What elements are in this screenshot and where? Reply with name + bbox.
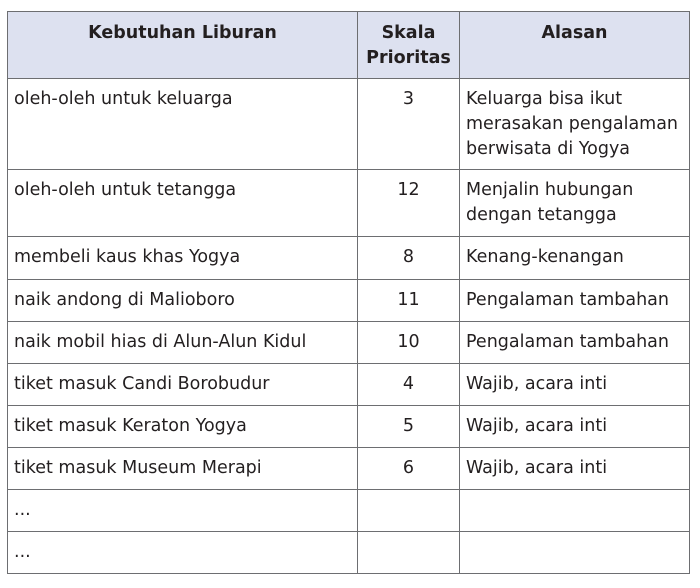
table-row [8, 170, 690, 237]
cell-need: oleh-oleh untuk keluarga [8, 79, 358, 170]
cell-reason: Pengalaman tambahan [460, 280, 690, 322]
cell-need: naik mobil hias di Alun-Alun Kidul [8, 322, 358, 364]
header-row [8, 12, 690, 79]
table-row [8, 280, 690, 322]
table-row [8, 237, 690, 280]
cell-reason: Keluarga bisa ikut merasakan pengalaman berwisata di Yogya [460, 79, 690, 170]
cell-need: naik andong di Malioboro [8, 280, 358, 322]
table-body [8, 79, 690, 574]
cell-priority: 10 [358, 322, 460, 364]
cell-need: membeli kaus khas Yogya [8, 237, 358, 280]
cell-need: ... [8, 490, 358, 532]
table-row [8, 322, 690, 364]
cell-priority: 12 [358, 170, 460, 237]
header-kebutuhan-liburan: Kebutuhan Liburan [8, 12, 358, 79]
cell-priority: 6 [358, 448, 460, 490]
header-skala-prioritas-text: Skala Prioritas [366, 23, 451, 68]
cell-reason: Wajib, acara inti [460, 364, 690, 406]
table-row [8, 490, 690, 532]
cell-reason: Wajib, acara inti [460, 406, 690, 448]
table-row [8, 532, 690, 574]
cell-priority [358, 532, 460, 574]
header-skala-prioritas [358, 12, 460, 79]
cell-need: tiket masuk Museum Merapi [8, 448, 358, 490]
cell-need: tiket masuk Keraton Yogya [8, 406, 358, 448]
cell-reason: Wajib, acara inti [460, 448, 690, 490]
table-row [8, 79, 690, 170]
holiday-needs-table [7, 11, 690, 574]
cell-reason: Pengalaman tambahan [460, 322, 690, 364]
table-row [8, 406, 690, 448]
cell-priority: 11 [358, 280, 460, 322]
cell-priority: 3 [358, 79, 460, 170]
cell-priority: 8 [358, 237, 460, 280]
cell-reason: Kenang-kenangan [460, 237, 690, 280]
table-row [8, 364, 690, 406]
header-alasan: Alasan [460, 12, 690, 79]
cell-reason: Menjalin hubungan dengan tetangga [460, 170, 690, 237]
cell-reason [460, 532, 690, 574]
cell-priority: 5 [358, 406, 460, 448]
cell-need: tiket masuk Candi Borobudur [8, 364, 358, 406]
cell-need: ... [8, 532, 358, 574]
cell-priority: 4 [358, 364, 460, 406]
cell-need: oleh-oleh untuk tetangga [8, 170, 358, 237]
cell-priority [358, 490, 460, 532]
table-row [8, 448, 690, 490]
cell-reason [460, 490, 690, 532]
